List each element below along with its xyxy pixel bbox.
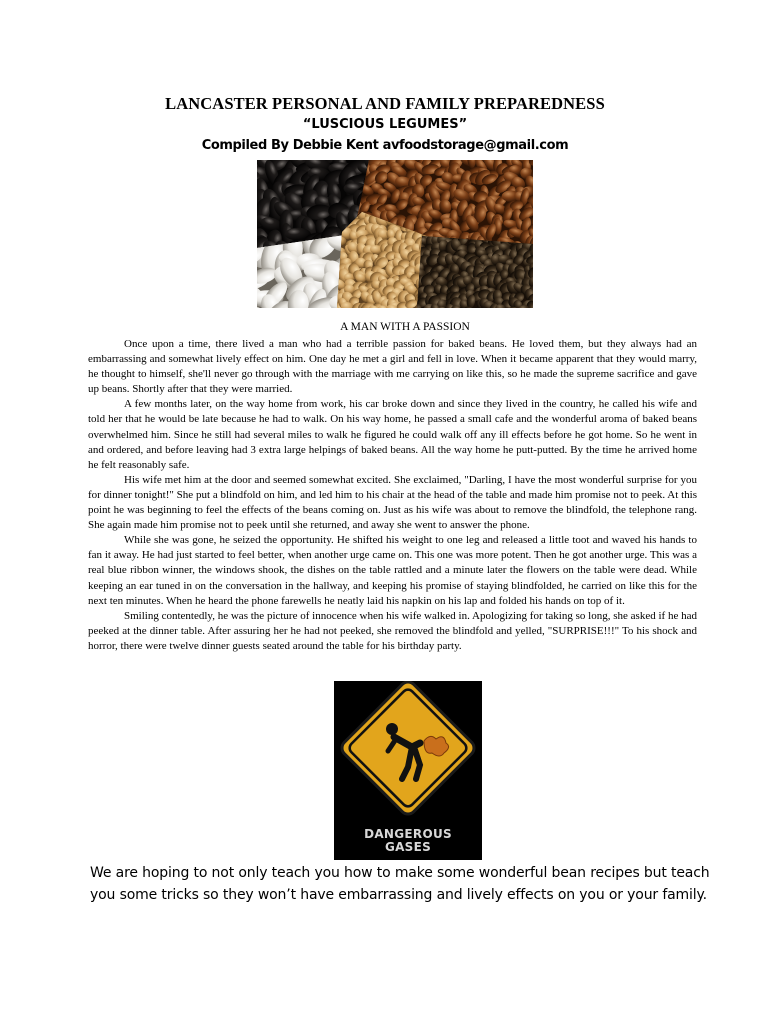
story-paragraph: A few months later, on the way home from work, his car broke down and since they lived in the country, he called his wife and told her that he would be late because he had to walk. On his way home, he passed a small cafe and the wonderful aroma of baked beans overwhelmed him. Since he still had several miles to walk he figured he could walk off any ill effects before he got home. So he went in and ordered, and before leaving had 3 extra large helpings of baked beans. All the way home he putt-putted. By the time he arrived home he felt reasonably safe. [88,398,697,471]
story-paragraph: His wife met him at the door and seemed somewhat excited. She exclaimed, "Darling, I have the most wonderful surprise for you for dinner tonight!" She put a blindfold on him, and led him to his chair at the head of the table and made him promise not to peek. At this point he was beginning to feel the effects of the beans coming on. Just as his wife was about to remove the blindfold, the telephone rang. She again made him promise not to peek until she returned, and away she went to answer the phone. [88,473,697,532]
compiled-by-line: Compiled By Debbie Kent avfoodstorage@gmail.com [201,138,569,153]
story-paragraph: While she was gone, he seized the opportunity. He shifted his weight to one leg and released a little toot and waved his hands to fan it away. He had just started to feel better, when another urge came on. This one was more potent. Then he got another urge. This was a real blue ribbon winner, the windows shook, the dishes on the table rattled and a minute later the flowers on the table were dead. While keeping an ear tuned in on the conversation in the hallway, and keeping his promise of staying blindfolded, he carried on like this for the next ten minutes. When he heard the phone farewells he neatly laid his napkin on his lap and folded his hands on top of it. [88,534,697,607]
warning-sign-icon [334,681,482,821]
dangerous-gases-sign-image [334,681,482,860]
story-title: A MAN WITH A PASSION [340,321,470,333]
sign-caption-line1: DANGEROUS [364,827,452,841]
closing-statement: We are hoping to not only teach you how to make some wonderful bean recipes but teach you some tricks so they won’t have embarrassing and lively effects on you or your family. [90,865,710,903]
document-title: LANCASTER PERSONAL AND FAMILY PREPAREDNESS [165,94,605,113]
beans-photo [257,160,533,308]
document-subtitle: “LUSCIOUS LEGUMES” [302,117,468,132]
story-paragraph: Once upon a time, there lived a man who had a terrible passion for baked beans. He loved them, but they always had an embarrassing and somewhat lively effect on him. One day he met a girl and fell in love. When it became apparent that they would marry, he thought to himself, she'll never go through with the marriage with me carrying on like this, so he made the supreme sacrifice and gave up beans. Shortly after that they were married. [88,338,697,396]
story-text [88,337,697,654]
story-paragraph: Smiling contentedly, he was the picture of innocence when his wife walked in. Apologizing for taking so long, she asked if he had peeked at the dinner table. After assuring her he had not peeked, she removed the blindfold and yelled, "SURPRISE!!!" To his shock and horror, there were twelve dinner guests seated around the table for his birthday party. [88,609,697,652]
sign-caption-line2: GASES [384,840,432,854]
